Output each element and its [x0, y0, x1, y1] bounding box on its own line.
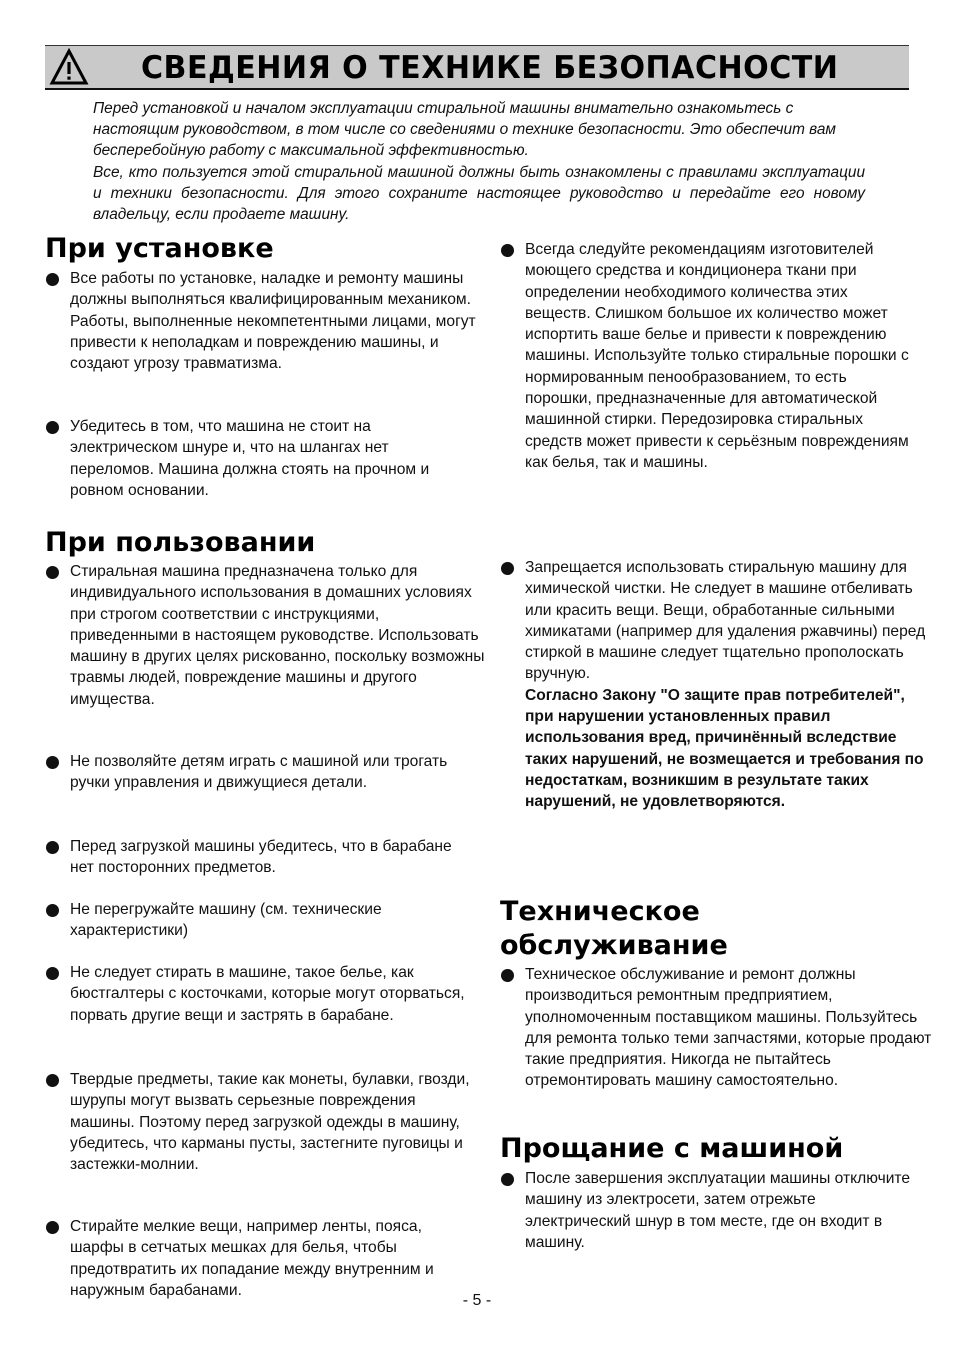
list-item: Твердые предметы, такие как монеты, булавки, гвозди, шурупы могут вызвать серьезные повреждения машины. Поэтому перед загрузкой одежды в машину, убедитесь, что карманы пусты, застегните пуговицы и застежки-молнии.	[45, 1069, 470, 1175]
list-item: Убедитесь в том, что машина не стоит на электрическом шнуре и, что на шлангах нет переломов. Машина должна стоять на прочном и ровном основании.	[45, 416, 470, 501]
list-item: Не позволяйте детям играть с машиной или трогать ручки управления и движущиеся детали.	[45, 751, 475, 794]
list-item: Не перегружайте машину (см. технические характеристики)	[45, 899, 470, 942]
list-item: Не следует стирать в машине, такое белье, как бюстгалтеры с косточками, которые могут оторваться, порвать другие вещи и застрять в барабане.	[45, 962, 470, 1026]
list-item: Всегда следуйте рекомендациям изготовителей моющего средства и кондиционера ткани при определении необходимого количества этих веществ. Слишком большое их количество может испортить ваше белье и привести к повреждению машины. Используйте только стиральные порошки с нормированным пенообразованием, то есть порошки, предназначенные для автоматической машинной стирки. Передозировка стиральных средств может привести к серьёзным повреждениям как белья, так и машины.	[500, 239, 917, 473]
bullet-icon	[501, 562, 514, 575]
bullet-icon	[501, 969, 514, 982]
heading-farewell: Прощание с машиной	[500, 1133, 844, 1164]
heading-usage: При пользовании	[45, 527, 316, 558]
bullet-icon	[46, 1221, 59, 1234]
list-item: После завершения эксплуатации машины отключите машину из электросети, затем отрежьте электрический шнур в том месте, где он входит в машину.	[500, 1168, 920, 1253]
bullet-icon	[46, 421, 59, 434]
intro-text	[93, 98, 865, 225]
intro-paragraph-1: Перед установкой и началом эксплуатации стиральной машины внимательно ознакомьтесь с настоящим руководством, в том числе со сведениями о технике безопасности. Это обеспечит вам бесперебойную работу с максимальной эффективностью.	[93, 100, 836, 160]
list-item: Техническое обслуживание и ремонт должны производиться ремонтным предприятием, уполномоченным поставщиком машины. Пользуйтесь для ремонта только теми запчастями, которые продают такие предприятия. Никогда не пытайтесь отремонтировать машину самостоятельно.	[500, 964, 935, 1092]
bullet-icon	[46, 904, 59, 917]
warning-triangle-icon	[49, 48, 89, 86]
bullet-icon	[46, 1074, 59, 1087]
bullet-icon	[46, 756, 59, 769]
heading-service: Техническое обслуживание	[500, 896, 728, 961]
consumer-law-note: Согласно Закону "О защите прав потребителей", при нарушении установленных правил использования вред, причинённый вследствие таких нарушений, не возмещается и требования по недостаткам, возникшим в результате таких нарушений, не удовлетворяются.	[525, 686, 924, 811]
bullet-icon	[46, 273, 59, 286]
intro-paragraph-2: Все, кто пользуется этой стиральной машиной должны быть ознакомлены с правилами эксплуатации и техники безопасности. Для этого сохраните настоящее руководство и передайте его новому владельцу, если продаете машину.	[93, 163, 865, 224]
bullet-icon	[501, 244, 514, 257]
bullet-icon	[46, 967, 59, 980]
bullet-icon	[501, 1173, 514, 1186]
bullet-icon	[46, 841, 59, 854]
list-item: Все работы по установке, наладке и ремонту машины должны выполняться квалифицированным механиком. Работы, выполненные некомпетентными лицами, могут привести к неполадкам и повреждению машины, и создают угрозу травматизма.	[45, 268, 485, 374]
list-item: Запрещается использовать стиральную машину для химической чистки. Не следует в машине отбеливать или красить вещи. Вещи, обработанные сильными химикатами (например для удаления ржавчины) перед стиркой в машине следует тщательно прополоскать вручную. Согласно Закону "О защите прав потребителей", при нарушении установленных правил использования вред, причинённый вследствие таких нарушений, не возмещается и требования по недостаткам, возникшим в результате таких нарушений, не удовлетворяются.	[500, 557, 935, 813]
list-item: Перед загрузкой машины убедитесь, что в барабане нет посторонних предметов.	[45, 836, 470, 879]
section-header	[45, 45, 909, 90]
list-item: Стирайте мелкие вещи, например ленты, пояса, шарфы в сетчатых мешках для белья, чтобы предотвратить их попадание между внутренним и наружным барабанами.	[45, 1216, 475, 1301]
heading-install: При установке	[45, 233, 274, 264]
page-title: СВЕДЕНИЯ О ТЕХНИКЕ БЕЗОПАСНОСТИ	[141, 50, 839, 86]
page-number: - 5 -	[462, 1292, 492, 1309]
list-item: Стиральная машина предназначена только для индивидуального использования в домашних условиях при строгом соответствии с инструкциями, приведенными в настоящем руководстве. Использовать машину в других целях рискованно, поскольку возможны травмы людей, повреждение машины и другого имущества.	[45, 561, 485, 710]
bullet-icon	[46, 566, 59, 579]
